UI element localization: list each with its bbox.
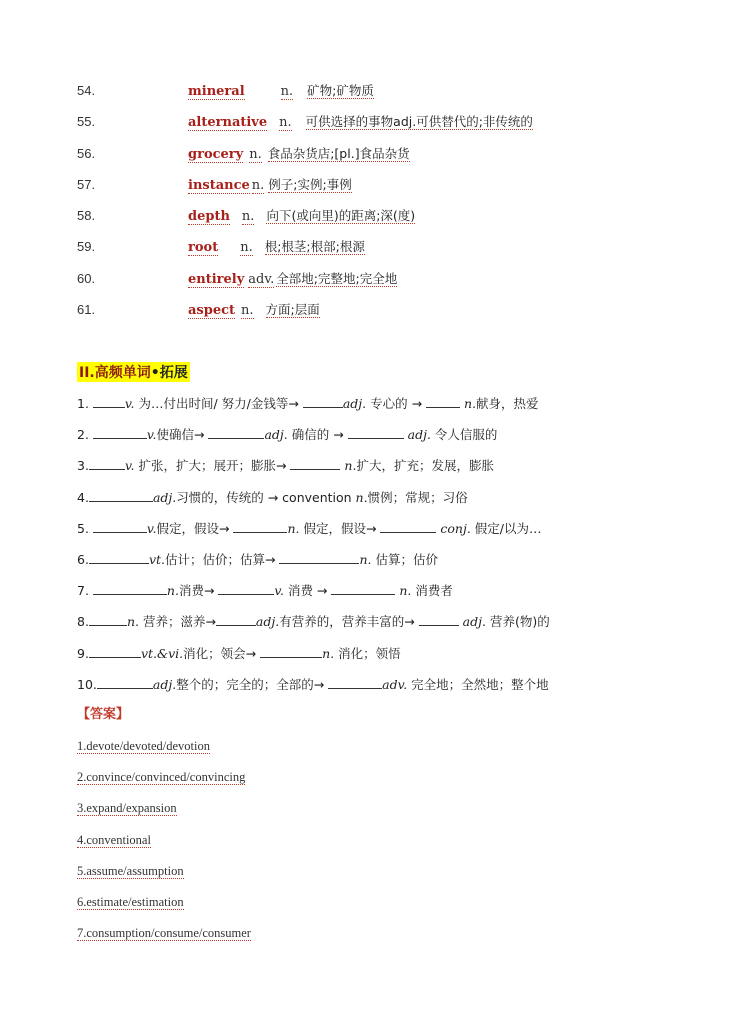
exercise-row: 1. v. 为…付出时间/ 努力/金钱等→ adj. 专心的 → n.献身，热爱 bbox=[77, 393, 707, 424]
vocab-number: 57. bbox=[77, 176, 96, 192]
vocab-pos: n. bbox=[240, 240, 253, 256]
vocab-word: instance bbox=[188, 177, 250, 193]
vocab-row bbox=[77, 174, 697, 205]
exercise-row: 2. v.使确信→ adj. 确信的 → adj. 令人信服的 bbox=[77, 424, 707, 455]
vocab-number: 55. bbox=[77, 114, 96, 130]
vocab-row bbox=[77, 205, 697, 236]
vocab-definition: 例子;实例;事例 bbox=[268, 176, 352, 192]
answer-blank[interactable] bbox=[93, 393, 125, 408]
vocab-word: depth bbox=[188, 209, 230, 225]
answer-blank[interactable] bbox=[89, 455, 125, 470]
vocab-word: mineral bbox=[188, 84, 245, 99]
section-heading: II.高频单词•拓展 bbox=[77, 362, 190, 382]
vocab-number: 60. bbox=[77, 270, 96, 286]
answer-blank[interactable] bbox=[279, 549, 359, 564]
answer-row: 1.devote/devoted/devotion bbox=[77, 739, 210, 753]
vocab-pos: adv. bbox=[248, 271, 275, 287]
answer-row: 3.expand/expansion bbox=[77, 801, 177, 816]
answer-blank[interactable] bbox=[93, 424, 147, 439]
vocab-number: 59. bbox=[77, 239, 96, 255]
exercise-row: 9. vt.&vi.消化；领会→ n. 消化；领悟 bbox=[77, 643, 707, 674]
exercise-row: 6. vt.估计；估价；估算→ n. 估算；估价 bbox=[77, 549, 707, 580]
vocab-pos: n. bbox=[279, 115, 292, 131]
vocab-definition: 矿物;矿物质 bbox=[307, 83, 374, 98]
exercise-row: 5. v.假定，假设→ n. 假定，假设→ conj. 假定/以为… bbox=[77, 518, 707, 549]
vocab-pos: n. bbox=[280, 84, 294, 99]
vocab-definition: 向下(或向里)的距离;深(度) bbox=[266, 208, 416, 224]
vocab-definition: 食品杂货店;[pl.]食品杂货 bbox=[267, 145, 410, 161]
answer-blank[interactable] bbox=[426, 393, 460, 408]
vocab-word: aspect bbox=[188, 303, 236, 319]
answer-blank[interactable] bbox=[97, 674, 153, 689]
vocab-word: alternative bbox=[188, 115, 268, 131]
answer-blank[interactable] bbox=[93, 580, 167, 595]
vocab-pos: n. bbox=[251, 177, 265, 193]
answer-title: 【答案】 bbox=[77, 707, 130, 722]
vocab-definition: 根;根茎;根部;根源 bbox=[264, 239, 365, 255]
answer-blank[interactable] bbox=[260, 643, 322, 658]
vocab-row bbox=[77, 299, 697, 330]
exercise-row: 4. adj.习惯的，传统的 → convention n.惯例；常规；习俗 bbox=[77, 487, 707, 518]
vocab-pos: n. bbox=[241, 209, 255, 225]
vocab-pos: n. bbox=[249, 146, 262, 162]
answer-row: 2.convince/convinced/convincing bbox=[77, 770, 246, 785]
vocab-row bbox=[77, 143, 697, 174]
answer-row: 6.estimate/estimation bbox=[77, 894, 184, 909]
answer-blank[interactable] bbox=[89, 643, 141, 658]
vocab-definition: 全部地;完整地;完全地 bbox=[276, 270, 398, 286]
answer-blank[interactable] bbox=[380, 518, 436, 533]
answer-row: 4.conventional bbox=[77, 832, 151, 847]
vocab-definition: 方面;层面 bbox=[265, 302, 320, 318]
vocab-row bbox=[77, 236, 697, 267]
vocab-list bbox=[77, 80, 697, 330]
exercise-list bbox=[77, 393, 707, 705]
answer-blank[interactable] bbox=[290, 455, 340, 470]
answer-blank[interactable] bbox=[216, 611, 256, 626]
vocab-row bbox=[77, 111, 697, 142]
exercise-row: 8. n. 营养；滋养→ adj.有营养的，营养丰富的→ adj. 营养(物)的 bbox=[77, 611, 707, 642]
answer-blank[interactable] bbox=[233, 518, 287, 533]
answer-blank[interactable] bbox=[208, 424, 264, 439]
vocab-word: root bbox=[188, 240, 219, 256]
vocab-definition: 可供选择的事物adj.可供替代的;非传统的 bbox=[305, 114, 533, 130]
answer-blank[interactable] bbox=[348, 424, 404, 439]
answer-blank[interactable] bbox=[89, 549, 149, 564]
answer-blank[interactable] bbox=[419, 611, 459, 626]
answer-list bbox=[77, 735, 251, 953]
answer-blank[interactable] bbox=[89, 487, 153, 502]
vocab-number: 58. bbox=[77, 208, 96, 224]
answer-row: 5.assume/assumption bbox=[77, 863, 184, 878]
exercise-row: 7. n.消费→ v. 消费 → n. 消费者 bbox=[77, 580, 707, 611]
answer-blank[interactable] bbox=[218, 580, 274, 595]
vocab-pos: n. bbox=[241, 303, 254, 319]
exercise-row: 3. v. 扩张，扩大；展开；膨胀→ n.扩大，扩充；发展，膨胀 bbox=[77, 455, 707, 486]
answer-blank[interactable] bbox=[89, 611, 127, 626]
vocab-word: entirely bbox=[188, 271, 245, 287]
exercise-row: 10. adj.整个的；完全的；全部的→ adv. 完全地；全然地；整个地 bbox=[77, 674, 707, 705]
vocab-row bbox=[77, 268, 697, 299]
answer-blank[interactable] bbox=[331, 580, 395, 595]
answer-blank[interactable] bbox=[328, 674, 382, 689]
vocab-number: 56. bbox=[77, 145, 96, 161]
vocab-word: grocery bbox=[188, 146, 244, 162]
answer-blank[interactable] bbox=[93, 518, 147, 533]
vocab-row bbox=[77, 80, 697, 111]
answer-blank[interactable] bbox=[303, 393, 343, 408]
vocab-number: 61. bbox=[77, 302, 96, 318]
vocab-number: 54. bbox=[77, 83, 96, 98]
answer-row: 7.consumption/consume/consumer bbox=[77, 926, 251, 941]
